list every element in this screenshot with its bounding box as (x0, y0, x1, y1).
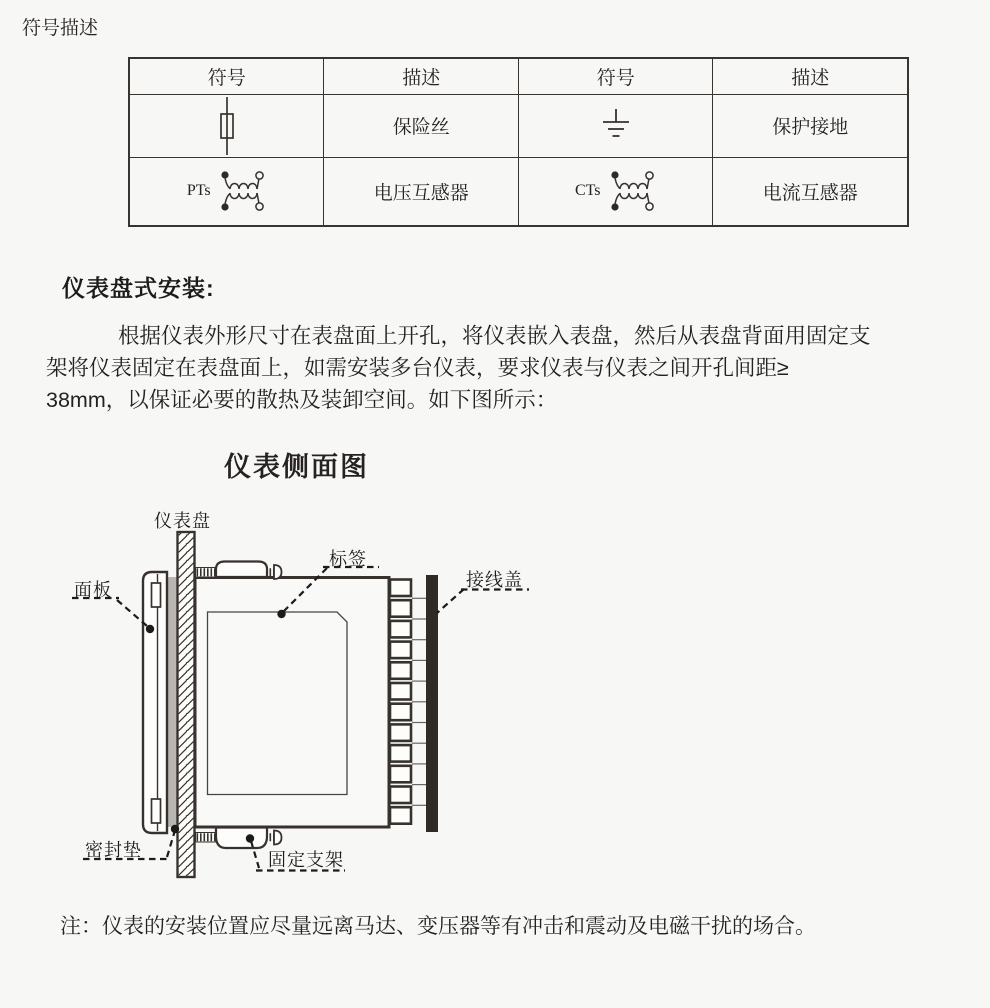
col-header-desc-2: 描述 (713, 58, 908, 94)
bracket-label: 固定支架 (268, 850, 344, 870)
panel-board-label: 仪表盘 (154, 511, 211, 531)
ct-desc-cell: 电流互感器 (713, 157, 908, 226)
ct-prefix-label: CTs (574, 182, 601, 200)
sticker-label: 标签 (329, 549, 367, 569)
bottom-bracket (196, 828, 282, 849)
installation-note: 注：仪表的安装位置应尽量远离马达、变压器等有冲击和震动及电磁干扰的场合。 (60, 915, 816, 938)
paragraph-line: 38mm，以保证必要的散热及装卸空间。如下图所示： (46, 388, 558, 412)
col-header-symbol-2: 符号 (518, 58, 713, 94)
instrument-body (195, 578, 389, 828)
gasket-strip (167, 577, 178, 827)
terminal-connector-lines (412, 598, 426, 805)
front-panel-shape (143, 572, 167, 833)
pt-prefix-label: PTs (186, 182, 211, 200)
wiring-cover-label: 接线盖 (466, 570, 523, 590)
panel-mount-heading: 仪表盘式安装: (62, 275, 215, 301)
symbol-description-title: 符号描述 (22, 18, 99, 39)
terminal-block (390, 580, 411, 824)
wiring-cover-bar (426, 575, 438, 832)
fuse-desc-cell: 保险丝 (324, 94, 519, 157)
front-panel-label: 面板 (74, 580, 112, 600)
col-header-desc-1: 描述 (324, 58, 519, 94)
pt-desc-cell: 电压互感器 (324, 157, 519, 226)
paragraph-line: 根据仪表外形尺寸在表盘面上开孔，将仪表嵌入表盘，然后从表盘背面用固定支 (118, 324, 871, 348)
earth-desc-cell: 保护接地 (713, 94, 908, 157)
col-header-symbol-1: 符号 (129, 58, 324, 94)
paragraph-line: 架将仪表固定在表盘面上，如需安装多台仪表，要求仪表与仪表之间开孔间距≥ (46, 356, 789, 380)
gasket-label: 密封垫 (85, 840, 142, 860)
panel-board-wall (178, 532, 195, 877)
side-view-title: 仪表侧面图 (224, 452, 369, 482)
